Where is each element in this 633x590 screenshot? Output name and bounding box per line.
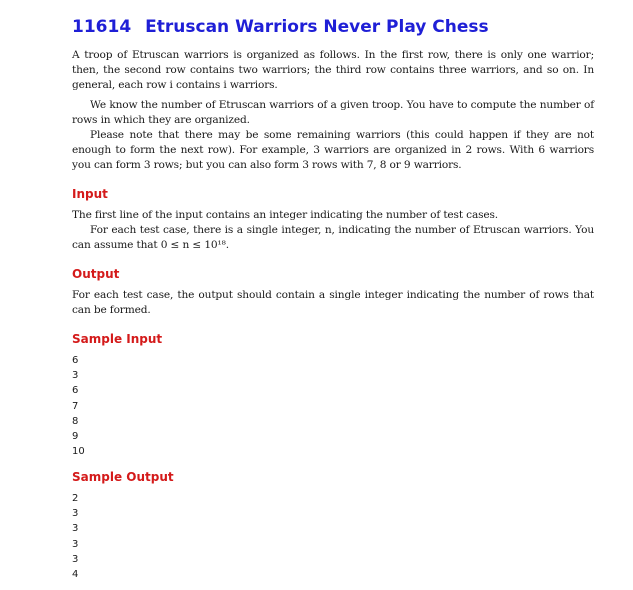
statement-paragraph-3: Please note that there may be some remaining warriors (this could happen if they are not enough to form the next row). For example, 3 warriors are organized in 2 rows. With 6 warriors you can form 3 rows; but you can also form 3 rows with 7, 8 or 9 warriors. (72, 129, 594, 171)
statement-paragraph-2: We know the number of Etruscan warriors of a given troop. You have to compute the number of rows in which they are organized. (72, 99, 594, 126)
input-heading: Input (72, 187, 108, 201)
sample-output-line: 3 (72, 508, 79, 520)
sample-output-line: 3 (72, 553, 79, 565)
input-paragraph-1: The first line of the input contains an integer indicating the number of test cases. (72, 209, 499, 221)
sample-input-line: 6 (72, 385, 79, 397)
output-heading: Output (72, 267, 120, 281)
sample-output-line: 4 (72, 568, 79, 580)
statement-paragraph-1: A troop of Etruscan warriors is organized as follows. In the first row, there is only one warrior; then, the second row contains two warriors; the third row contains three warriors, and so on. In general, each row i contains i warriors. (72, 49, 594, 91)
sample-input-list (72, 353, 85, 459)
sample-output-list (72, 491, 78, 582)
sample-input-line: 8 (72, 415, 79, 427)
sample-output-line: 2 (72, 493, 79, 504)
sample-input-line: 7 (72, 400, 79, 412)
sample-input-line: 3 (72, 370, 79, 382)
problem-number: 11614 (72, 17, 132, 37)
output-paragraph-1: For each test case, the output should contain a single integer indicating the number of rows that can be formed. (72, 289, 594, 316)
sample-output-line: 3 (72, 538, 79, 550)
sample-input-line: 6 (72, 355, 79, 366)
sample-input-line: 9 (72, 430, 79, 442)
problem-title (72, 16, 489, 38)
problem-name: Etruscan Warriors Never Play Chess (145, 17, 489, 37)
sample-output-line: 3 (72, 523, 79, 535)
input-paragraph-2: For each test case, there is a single integer, n, indicating the number of Etruscan warriors. You can assume that 0 ≤ n ≤ 10¹⁸. (72, 224, 594, 251)
sample-input-heading: Sample Input (72, 332, 163, 346)
sample-input-line: 10 (72, 446, 85, 458)
sample-output-heading: Sample Output (72, 470, 174, 484)
